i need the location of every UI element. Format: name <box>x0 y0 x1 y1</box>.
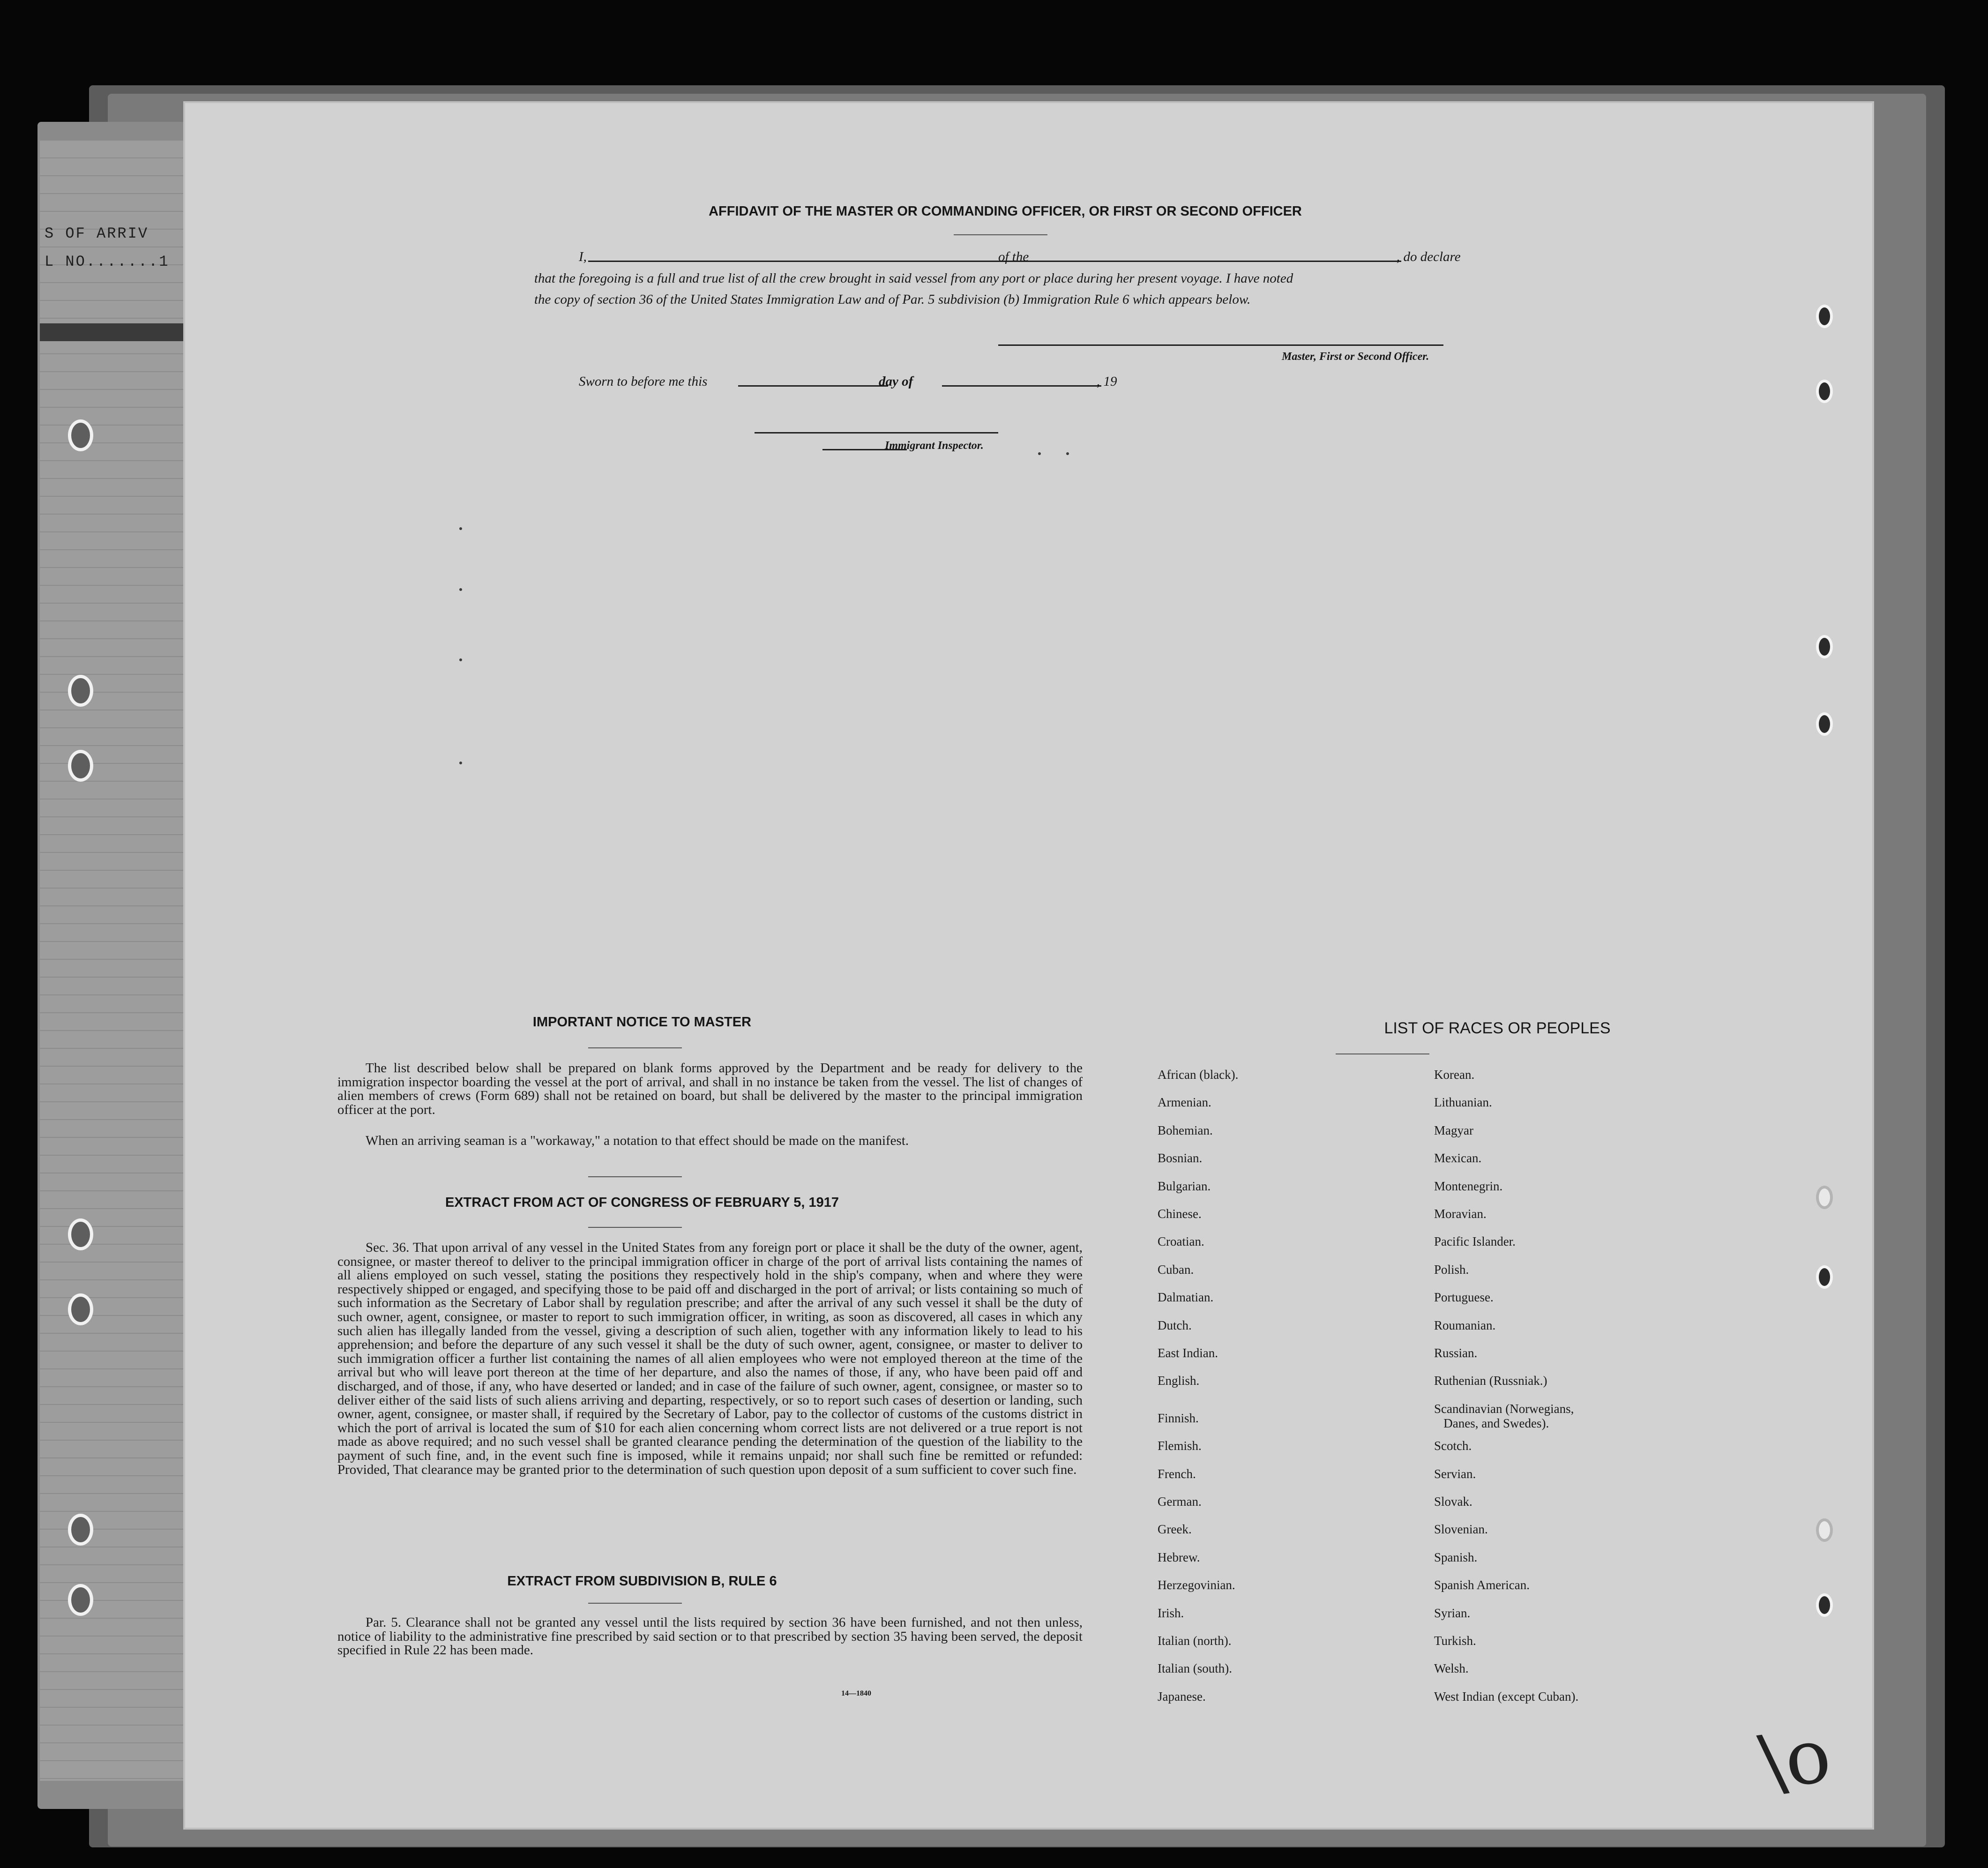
binder-hole-icon <box>1816 380 1833 403</box>
race-item: Welsh. <box>1434 1661 1469 1676</box>
race-item: Moravian. <box>1434 1207 1487 1221</box>
race-item: Servian. <box>1434 1466 1476 1481</box>
race-item: Montenegrin. <box>1434 1179 1503 1193</box>
extract-act-title: EXTRACT FROM ACT OF CONGRESS OF FEBRUARY 5, 1917 <box>445 1195 839 1210</box>
race-item: Dutch. <box>1158 1318 1192 1332</box>
race-item: Bohemian. <box>1158 1123 1213 1137</box>
affidavit-text-line2: the copy of section 36 of the United States Immigration Law and of Par. 5 subdivision (b) Immigration Rule 6 which appears below. <box>534 292 1251 307</box>
binder-hole-icon <box>68 750 93 782</box>
document-page <box>185 103 1872 1828</box>
race-item: Roumanian. <box>1434 1318 1496 1332</box>
race-item: Greek. <box>1158 1522 1192 1537</box>
race-item: Bosnian. <box>1158 1151 1203 1166</box>
signature-label: Master, First or Second Officer. <box>1282 351 1429 363</box>
faint-mark <box>459 658 462 661</box>
races-title: LIST OF RACES OR PEOPLES <box>1384 1019 1611 1037</box>
race-item: Spanish. <box>1434 1550 1478 1564</box>
extract-rule-divider <box>588 1603 682 1604</box>
race-item: East Indian. <box>1158 1346 1218 1360</box>
race-item: Finnish. <box>1158 1411 1199 1425</box>
binder-hole-icon <box>1816 1518 1833 1542</box>
race-item: English. <box>1158 1374 1200 1388</box>
affidavit-i-label: I, <box>579 249 587 264</box>
race-item: Croatian. <box>1158 1234 1204 1249</box>
race-item: Lithuanian. <box>1434 1095 1492 1110</box>
ledger-page-edge <box>40 141 190 1781</box>
notice-title: IMPORTANT NOTICE TO MASTER <box>532 1015 752 1030</box>
affidavit-text-line1: that the foregoing is a full and true list of all the crew brought in said vessel from any port or place during her present voyage. I have noted <box>534 271 1293 286</box>
extract-rule-text: Par. 5. Clearance shall not be granted any vessel until the lists required by section 36 have been furnished, and not then unless, notice of liability to the administrative fine prescribed by said section or to that prescribed by section 35 having been served, the deposit specified in Rule 22 has been made. <box>337 1615 1083 1658</box>
binder-hole-icon <box>68 1514 93 1546</box>
binder-hole-icon <box>68 419 93 451</box>
race-item: Bulgarian. <box>1158 1179 1211 1193</box>
faint-mark <box>459 527 462 530</box>
race-item: Slovak. <box>1434 1494 1472 1509</box>
race-item: Italian (north). <box>1158 1634 1232 1648</box>
race-item: Russian. <box>1434 1346 1478 1360</box>
race-item: Irish. <box>1158 1606 1184 1620</box>
binder-hole-icon <box>68 675 93 707</box>
faint-mark <box>459 762 462 764</box>
extract-rule-title: EXTRACT FROM SUBDIVISION B, RULE 6 <box>507 1574 777 1589</box>
race-item: West Indian (except Cuban). <box>1434 1689 1579 1704</box>
faint-mark <box>1066 452 1069 455</box>
affidavit-do-declare: , do declare <box>1397 249 1461 264</box>
race-item: Herzegovinian. <box>1158 1578 1235 1592</box>
race-item: Korean. <box>1434 1068 1475 1082</box>
race-item: French. <box>1158 1466 1196 1481</box>
race-item: Italian (south). <box>1158 1661 1232 1676</box>
day-of-label: day of <box>879 374 913 389</box>
race-item: Cuban. <box>1158 1262 1194 1277</box>
master-name-blank[interactable] <box>588 261 1057 262</box>
race-item: African (black). <box>1158 1068 1239 1082</box>
race-item: Armenian. <box>1158 1095 1211 1110</box>
binder-hole-icon <box>68 1293 93 1325</box>
extract-act-text: Sec. 36. That upon arrival of any vessel in the United States from any foreign port or place it shall be the duty of the owner, agent, consignee, or master thereof to deliver to the principal immigration officer in charge of the port of arrival lists containing the names of all aliens employed on such vessel, stating the positions they respectively hold in the ship's company, when and where they were respectively shipped or engaged, and specifying those to be paid off and discharged in the port of arrival; or lists containing so much of such information as the Secretary of Labor shall by regulation prescribe; and after the arrival of any such vessel it shall be the duty of such owner, agent, consignee, or master to report to such immigration officer, in writing, as soon as discovered, all cases in which any such alien has illegally landed from the vessel, giving a description of such alien, together with any information likely to lead to his apprehension; and before the departure of any such vessel it shall be the duty of such owner, agent, consignee, or master to deliver to such immigration officer a further list containing the names of all alien employees who were not employed thereon at the time of the arrival but who will leave port thereon at the time of her departure, and also the names of those, if any, who have been paid off and discharged, and of those, if any, who have deserted or landed; and in case of the failure of such owner, agent, consignee, or master so to deliver either of the said lists of such aliens arriving and departing, respectively, or so to report such cases of desertion or landing, such owner, agent, consignee, or master shall, if required by the Secretary of Labor, pay to the collector of customs of the customs district in which the port of arrival is located the sum of $10 for each alien concerning whom correct lists are not delivered or a true report is not made as above required; and no such vessel shall be granted clearance pending the determination of the question of the liability to the payment of such fine, and, in the event such fine is imposed, while it remains unpaid; nor shall such fine be remitted or refunded: Provided, That clearance may be granted prior to the determination of such question upon deposit of a sum sufficient to cover such fine. <box>337 1240 1083 1477</box>
binder-hole-icon <box>68 1218 93 1250</box>
race-item: Japanese. <box>1158 1689 1206 1704</box>
race-item: Dalmatian. <box>1158 1290 1214 1305</box>
inspector-label: Immigrant Inspector. <box>885 440 984 452</box>
binder-hole-icon <box>1816 305 1833 328</box>
sworn-day-blank[interactable] <box>738 385 888 387</box>
race-item: Scotch. <box>1434 1439 1472 1453</box>
sworn-label: Sworn to before me this <box>579 374 708 389</box>
race-item: Ruthenian (Russniak.) <box>1434 1374 1547 1388</box>
race-item: Syrian. <box>1434 1606 1471 1620</box>
form-number: 14—1840 <box>841 1689 871 1697</box>
race-item: Portuguese. <box>1434 1290 1494 1305</box>
faint-mark <box>459 588 462 591</box>
notice-paragraph-2: When an arriving seaman is a "workaway," a notation to that effect should be made on the manifest. <box>366 1133 909 1148</box>
race-item: Hebrew. <box>1158 1550 1200 1564</box>
race-item: Mexican. <box>1434 1151 1482 1166</box>
vessel-name-blank[interactable] <box>1040 261 1401 262</box>
race-item: Turkish. <box>1434 1634 1476 1648</box>
binder-hole-icon <box>1816 1186 1833 1209</box>
page-edge-band <box>40 323 192 341</box>
sworn-month-blank[interactable] <box>942 385 1101 387</box>
background-label-arrival: S OF ARRIV <box>45 225 149 242</box>
inspector-signature-blank[interactable] <box>755 432 998 433</box>
binder-hole-icon <box>1816 1265 1833 1289</box>
affidavit-of-the-label: of the <box>998 249 1029 264</box>
year-label: , 19 <box>1097 374 1117 389</box>
title-divider <box>954 234 1047 235</box>
binder-hole-icon <box>1816 635 1833 658</box>
race-item: Flemish. <box>1158 1439 1202 1453</box>
faint-mark <box>1038 452 1041 455</box>
race-item: Magyar <box>1434 1123 1473 1137</box>
handwritten-mark: \o <box>1754 1711 1836 1808</box>
notice-divider <box>588 1047 682 1048</box>
race-item: Pacific Islander. <box>1434 1234 1516 1249</box>
binder-hole-icon <box>68 1584 93 1616</box>
race-item: Chinese. <box>1158 1207 1202 1221</box>
extract-divider <box>588 1176 682 1177</box>
race-item: Slovenian. <box>1434 1522 1488 1537</box>
binder-hole-icon <box>1816 1593 1833 1617</box>
signature-blank[interactable] <box>998 344 1443 346</box>
extract-act-divider <box>588 1227 682 1228</box>
background-label-number: L NO.......1 <box>45 253 170 270</box>
race-item: Polish. <box>1434 1262 1469 1277</box>
binder-hole-icon <box>1816 712 1833 736</box>
notice-paragraph-1: The list described below shall be prepared on blank forms approved by the Department and be ready for delivery to the immigration inspector boarding the vessel at the port of arrival, and shall in no instance be taken from the vessel. The list of changes of alien members of crews (Form 689) shall not be retained on board, but shall be delivered by the master to the principal immigration officer at the port. <box>337 1061 1083 1117</box>
race-item: Spanish American. <box>1434 1578 1530 1592</box>
race-item: Scandinavian (Norwegians, Danes, and Swedes). <box>1434 1401 1574 1430</box>
race-item: German. <box>1158 1494 1202 1509</box>
affidavit-title: AFFIDAVIT OF THE MASTER OR COMMANDING OFFICER, OR FIRST OR SECOND OFFICER <box>709 204 1302 219</box>
